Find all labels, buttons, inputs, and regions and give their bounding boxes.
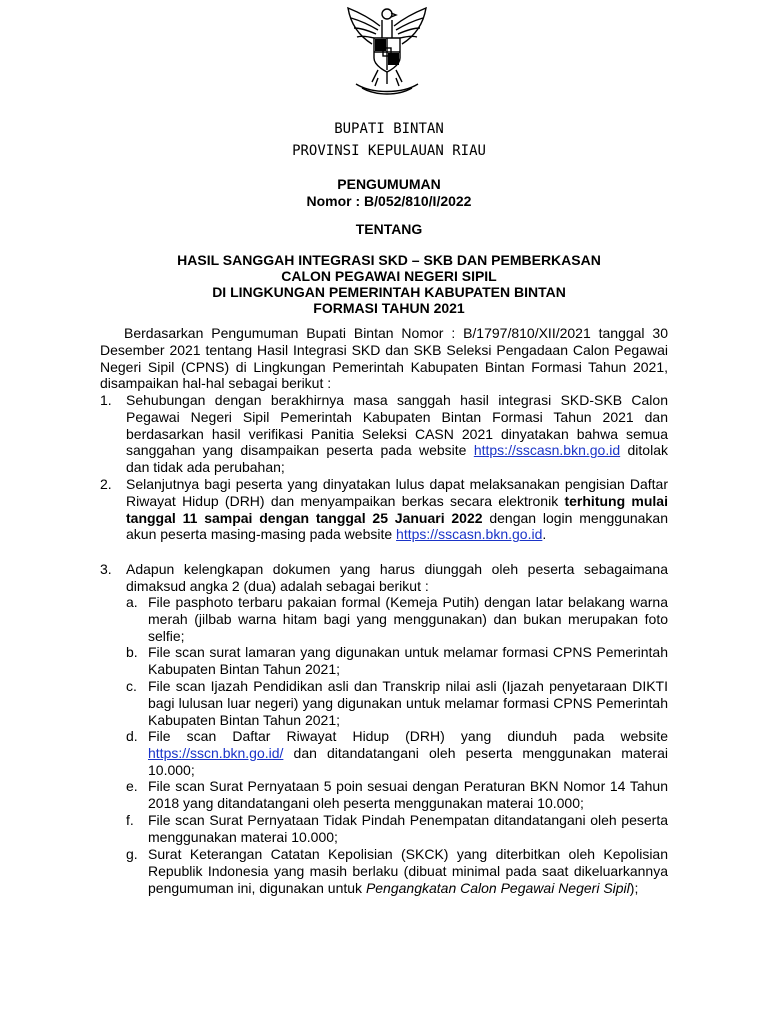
list-item-3 <box>100 561 668 595</box>
sub-item-text: File scan surat lamaran yang digunakan untuk melamar formasi CPNS Pemerintah Kabupaten Bintan Tahun 2021; <box>148 644 668 677</box>
sub-item-a <box>126 594 668 644</box>
sub-item-letter: f. <box>126 812 134 828</box>
title-line-1: HASIL SANGGAH INTEGRASI SKD – SKB DAN PEMBERKASAN <box>177 252 601 268</box>
list-item-1 <box>100 392 668 476</box>
title-line-3: DI LINGKUNGAN PEMERINTAH KABUPATEN BINTAN <box>212 284 566 300</box>
item-number: 1. <box>100 392 112 408</box>
sscn-link[interactable]: https://sscn.bkn.go.id/ <box>148 744 284 761</box>
sub-item-italic: Pengangkatan Calon Pegawai Negeri Sipil <box>365 879 630 896</box>
sub-item-d <box>126 728 668 778</box>
doc-number: Nomor : B/052/810/I/2022 <box>306 193 472 209</box>
title-line-4: FORMASI TAHUN 2021 <box>313 300 465 316</box>
about-heading: TENTANG <box>355 221 423 237</box>
sub-item-letter: g. <box>126 846 138 862</box>
item-text-end: ditolak dan tidak ada perubahan; <box>126 442 668 476</box>
sub-item-g <box>126 846 668 896</box>
sub-item-text-end: dan ditandatangani oleh peserta menggunakan materai 10.000; <box>148 744 668 778</box>
list-item-2 <box>100 476 668 543</box>
title-line-2: CALON PEGAWAI NEGERI SIPIL <box>281 268 497 284</box>
sub-item-f <box>126 812 668 846</box>
item-text: Sehubungan dengan berakhirnya masa sanggah hasil integrasi SKD-SKB Calon Pegawai Negeri Sipil Pemerintah Kabupaten Bintan Formasi Tahun 2021 dan berdasarkan hasil verifikasi Panitia Seleksi CASN 2021 dinyatakan bahwa semua sanggahan yang disampaikan peserta pada website <box>126 392 668 459</box>
sub-item-c <box>126 678 668 728</box>
sub-item-letter: c. <box>126 678 137 694</box>
sub-item-text: File scan Surat Pernyataan 5 poin sesuai dengan Peraturan BKN Nomor 14 Tahun 2018 yang ditandatangani oleh peserta menggunakan materai 10.000; <box>148 778 668 811</box>
item-text-end: . <box>542 526 547 543</box>
sub-item-text: Surat Keterangan Catatan Kepolisian (SKCK) yang diterbitkan oleh Kepolisian Republik Indonesia yang masih berlaku (dibuat minimal pada saat dikeluarkannya pengumuman ini, digunakan untuk <box>148 846 668 896</box>
sscasn-link[interactable]: https://sscasn.bkn.go.id <box>473 442 621 459</box>
sub-item-letter: b. <box>126 644 138 660</box>
province-line: PROVINSI KEPULAUAN RIAU <box>292 143 486 159</box>
item-text: Adapun kelengkapan dokumen yang harus diunggah oleh peserta sebagaimana dimaksud angka 2 (dua) adalah sebagai berikut : <box>126 561 668 594</box>
sub-item-e <box>126 778 668 812</box>
date-range-bold: terhitung mulai tanggal 11 sampai dengan tanggal 25 Januari 2022 <box>126 492 668 526</box>
sub-item-text: File scan Surat Pernyataan Tidak Pindah Penempatan ditandatangani oleh peserta menggunakan materai 10.000; <box>148 812 668 845</box>
authority-line: BUPATI BINTAN <box>334 121 444 137</box>
sub-item-text: File pasphoto terbaru pakaian formal (Kemeja Putih) dengan latar belakang warna merah (jilbab warna hitam bagi yang menggunakan) dan bukan merupakan foto selfie; <box>148 594 668 644</box>
item-text-mid: dengan login menggunakan akun peserta masing-masing pada website <box>126 509 668 543</box>
sub-item-letter: d. <box>126 728 138 744</box>
sub-item-text-end: ); <box>629 879 639 896</box>
doc-type: PENGUMUMAN <box>337 176 441 192</box>
intro-paragraph: Berdasarkan Pengumuman Bupati Bintan Nomor : B/1797/810/XII/2021 tanggal 30 Desember 2021 tentang Hasil Integrasi SKD dan SKB Seleksi Pengadaan Calon Pegawai Negeri Sipil (CPNS) di Lingkungan Pemerintah Kabupaten Bintan Formasi Tahun 2021, disampaikan hal-hal sebagai berikut : <box>100 325 668 392</box>
sub-item-b <box>126 644 668 678</box>
sub-item-letter: a. <box>126 594 138 610</box>
garuda-emblem-icon <box>342 4 432 96</box>
sub-item-text: File scan Ijazah Pendidikan asli dan Transkrip nilai asli (Ijazah penyetaraan DIKTI bagi lulusan luar negeri) yang digunakan untuk melamar formasi CPNS Pemerintah Kabupaten Bintan Tahun 2021; <box>148 678 668 728</box>
sub-item-letter: e. <box>126 778 138 794</box>
item-number: 3. <box>100 561 112 577</box>
sscasn-link[interactable]: https://sscasn.bkn.go.id <box>396 526 543 543</box>
item-number: 2. <box>100 476 112 492</box>
item-text: Selanjutnya bagi peserta yang dinyatakan lulus dapat melaksanakan pengisian Daftar Riwayat Hidup (DRH) dan menyampaikan berkas secara elektronik <box>126 476 668 509</box>
sub-item-text: File scan Daftar Riwayat Hidup (DRH) yang diunduh pada website <box>148 728 668 744</box>
